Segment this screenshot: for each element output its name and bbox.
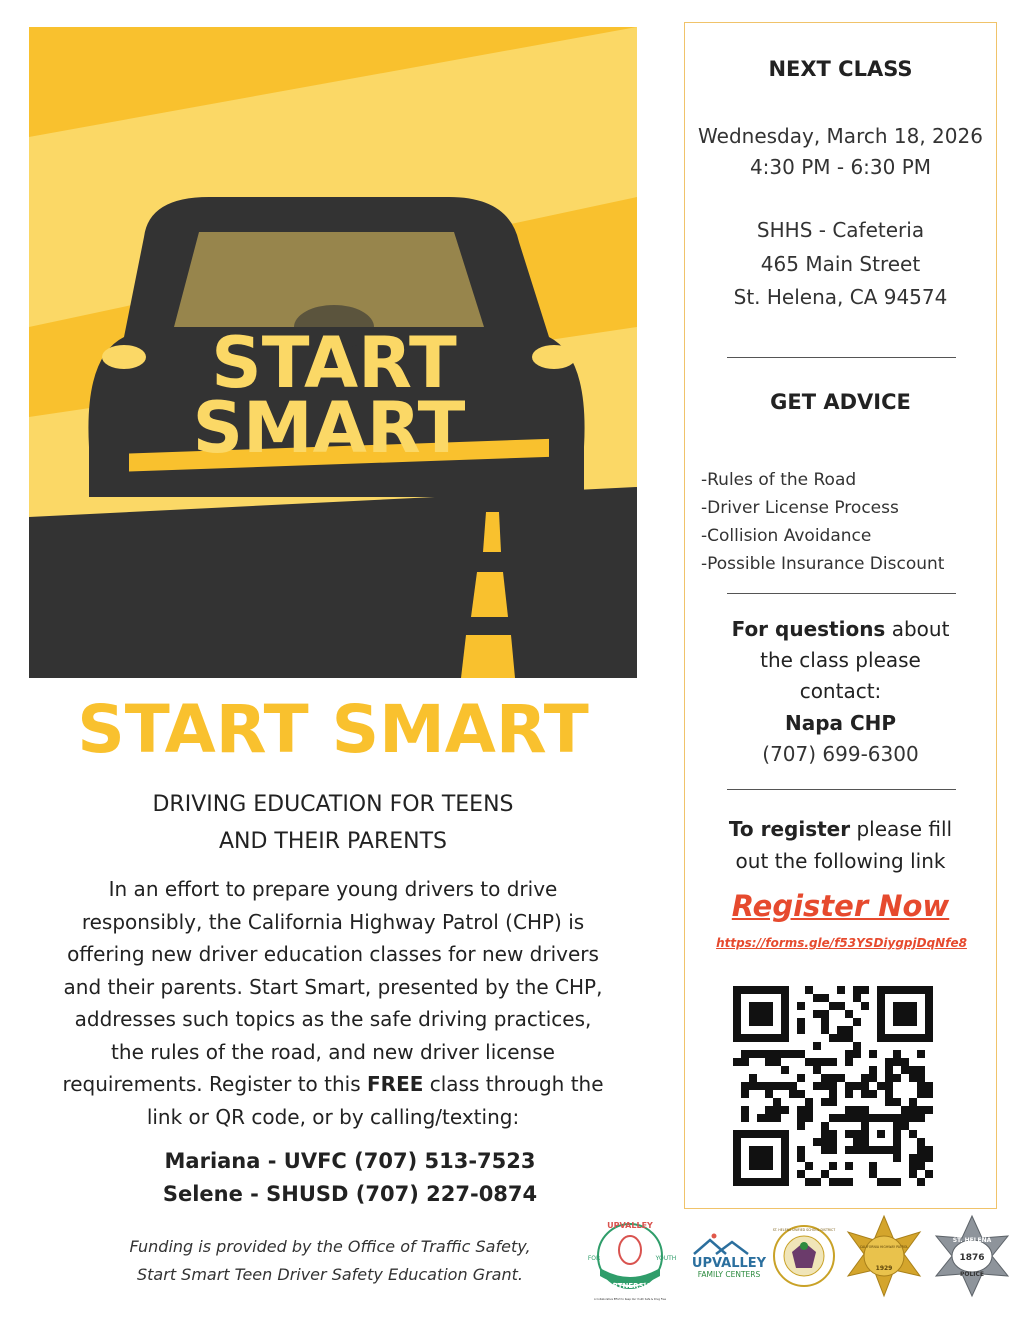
start-smart-car-illustration — [29, 27, 637, 678]
questions-line-3: contact: — [799, 679, 882, 703]
svg-text:PARTNERSHIP: PARTNERSHIP — [602, 1282, 658, 1290]
get-advice-heading: GET ADVICE — [770, 390, 911, 414]
contact-list — [120, 1145, 580, 1211]
free-emphasis: FREE — [367, 1072, 424, 1096]
svg-text:ST. HELENA: ST. HELENA — [952, 1237, 992, 1244]
class-info-sidebar — [684, 22, 997, 1209]
contact-name: Napa CHP — [784, 711, 897, 735]
description-line: addresses such topics as the safe driving practices, — [74, 1007, 592, 1031]
car-text-start: START — [211, 322, 457, 404]
st-helena-police-badge-logo — [930, 1214, 1014, 1298]
svg-text:UPVALLEY: UPVALLEY — [691, 1256, 767, 1271]
register-bold: To register — [728, 817, 851, 841]
next-class-heading: NEXT CLASS — [768, 57, 913, 81]
svg-text:POLICE: POLICE — [959, 1271, 985, 1278]
svg-text:YOUTH: YOUTH — [655, 1255, 677, 1262]
questions-bold: For questions — [731, 617, 886, 641]
register-line-2: out the following link — [735, 849, 946, 873]
car-text-smart: SMART — [192, 387, 466, 469]
description — [24, 873, 642, 1133]
svg-text:A Collaborative Effort to Keep: A Collaborative Effort to Keep Our Youth Safe & Drug Free — [593, 1298, 667, 1301]
divider — [727, 357, 956, 358]
advice-item: -Rules of the Road — [701, 470, 857, 490]
chp-badge-logo — [842, 1214, 926, 1298]
page-title: START SMART — [77, 691, 589, 768]
class-date: Wednesday, March 18, 2026 — [698, 124, 983, 148]
advice-item: -Driver License Process — [701, 498, 899, 518]
subtitle — [29, 786, 637, 860]
questions-line-1 — [685, 613, 996, 646]
contact-phone: (707) 699-6300 — [762, 742, 919, 766]
description-text: class through the — [423, 1072, 604, 1096]
divider — [727, 593, 956, 594]
sponsor-logos — [580, 1200, 1020, 1310]
funding-line-1: Funding is provided by the Office of Traffic Safety, — [129, 1237, 531, 1256]
upvalley-partnership-logo — [580, 1216, 680, 1306]
description-line: offering new driver education classes for new drivers — [67, 942, 599, 966]
hero-image — [29, 27, 637, 678]
advice-item: -Possible Insurance Discount — [701, 554, 945, 574]
svg-text:1876: 1876 — [959, 1253, 985, 1263]
qr-code[interactable] — [733, 986, 933, 1186]
svg-text:1929: 1929 — [875, 1265, 893, 1272]
svg-text:UPVALLEY: UPVALLEY — [607, 1221, 653, 1230]
description-line: link or QR code, or by calling/texting: — [146, 1104, 520, 1129]
register-url-link[interactable]: https://forms.gle/f53YSDiygpjDqNfe8 — [716, 936, 967, 950]
upvalley-family-centers-logo — [684, 1230, 774, 1280]
description-line: responsibly, the California Highway Patrol (CHP) is — [81, 909, 585, 934]
description-line — [24, 1068, 642, 1101]
svg-text:FOR: FOR — [587, 1255, 601, 1262]
class-time: 4:30 PM - 6:30 PM — [749, 155, 932, 179]
description-line: the rules of the road, and new driver license — [111, 1039, 555, 1064]
questions-rest: about — [885, 617, 950, 641]
register-line-1 — [685, 813, 996, 846]
description-line: In an effort to prepare young drivers to drive — [108, 877, 558, 901]
description-line: and their parents. Start Smart, presented by the CHP, — [63, 974, 603, 999]
questions-line-2: the class please — [760, 648, 921, 672]
svg-text:ST. HELENA UNIFIED SCHOOL DIST: ST. HELENA UNIFIED SCHOOL DISTRICT — [772, 1228, 836, 1232]
svg-text:FAMILY CENTERS: FAMILY CENTERS — [697, 1270, 761, 1279]
funding-line-2: Start Smart Teen Driver Safety Education Grant. — [137, 1265, 523, 1284]
class-city: St. Helena, CA 94574 — [733, 285, 948, 309]
contact-selene: Selene - SHUSD (707) 227-0874 — [162, 1182, 538, 1206]
advice-list — [701, 466, 944, 578]
contact-mariana: Mariana - UVFC (707) 513-7523 — [164, 1149, 536, 1173]
divider — [727, 789, 956, 790]
description-text: requirements. Register to this — [62, 1072, 367, 1096]
subtitle-line-2: AND THEIR PARENTS — [218, 829, 448, 854]
school-district-seal-logo — [772, 1222, 836, 1290]
svg-text:CALIFORNIA HIGHWAY PATROL: CALIFORNIA HIGHWAY PATROL — [859, 1245, 909, 1249]
funding-note — [60, 1233, 600, 1289]
class-venue: SHHS - Cafeteria — [756, 218, 925, 242]
advice-item: -Collision Avoidance — [701, 526, 872, 546]
register-rest: please fill — [850, 817, 953, 841]
register-now-link[interactable]: Register Now — [731, 889, 950, 923]
class-street: 465 Main Street — [760, 252, 921, 276]
subtitle-line-1: DRIVING EDUCATION FOR TEENS — [152, 792, 514, 817]
